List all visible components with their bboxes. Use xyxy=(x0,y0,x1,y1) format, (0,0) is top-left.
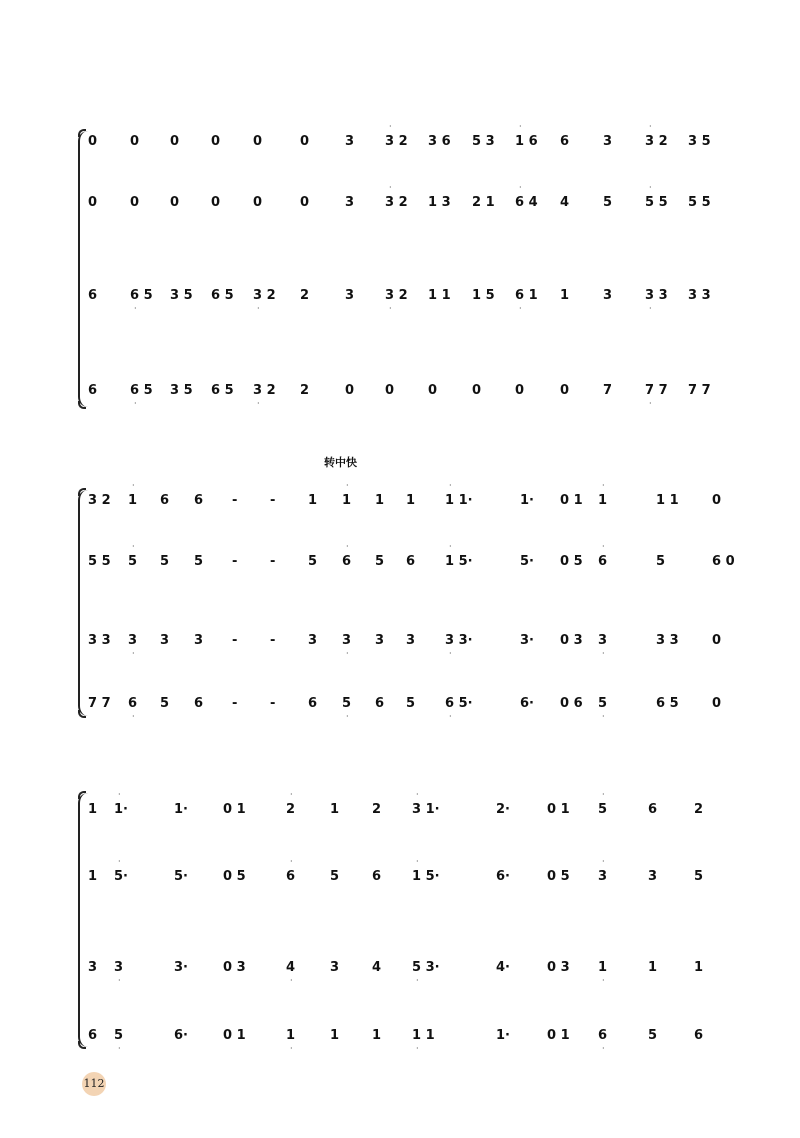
note-group: 5 xyxy=(694,869,704,884)
note-group: 0 5 xyxy=(223,869,246,884)
note-group: 6 xyxy=(342,554,352,569)
octave-dot: · xyxy=(346,542,349,551)
note-group: 5 xyxy=(114,1028,124,1043)
note-group: 1 6 xyxy=(515,134,538,149)
octave-dot: · xyxy=(132,542,135,551)
note-group: 1 xyxy=(598,960,608,975)
octave-dot: · xyxy=(132,481,135,490)
note-group: 7 7 xyxy=(88,696,111,711)
note-group: - xyxy=(270,696,276,711)
octave-dot: · xyxy=(602,976,605,985)
staff-row-4 xyxy=(0,380,800,408)
note-group: 6 xyxy=(694,1028,704,1043)
note-group: 1 5· xyxy=(445,554,473,569)
note-group: 3 3 xyxy=(645,288,668,303)
octave-dot: · xyxy=(602,649,605,658)
note-group: 3 xyxy=(194,633,204,648)
octave-dot: · xyxy=(602,857,605,866)
staff-row-1 xyxy=(0,122,800,153)
note-group: 2 xyxy=(694,802,704,817)
note-group: 0 xyxy=(88,134,98,149)
note-group: 6 5 xyxy=(130,383,153,398)
note-group: 5 xyxy=(656,554,666,569)
note-group: 3 xyxy=(342,633,352,648)
note-group: - xyxy=(270,554,276,569)
note-group: 3 xyxy=(345,195,355,210)
note-group: 0 xyxy=(712,696,722,711)
note-group: 5· xyxy=(174,869,188,884)
note-group: 3 2 xyxy=(253,383,276,398)
note-group: 5 3 xyxy=(472,134,495,149)
staff-row-1 xyxy=(0,790,800,821)
note-group: 7 7 xyxy=(645,383,668,398)
note-group: 6 5· xyxy=(445,696,473,711)
octave-dot: · xyxy=(602,542,605,551)
note-group: 0 xyxy=(515,383,525,398)
note-group: 1 xyxy=(286,1028,296,1043)
octave-dot: · xyxy=(519,183,522,192)
note-group: 3 2 xyxy=(88,493,111,508)
note-group: 4· xyxy=(496,960,510,975)
octave-dot: · xyxy=(118,857,121,866)
note-group: 0 xyxy=(211,134,221,149)
note-group: 1· xyxy=(114,802,128,817)
staff-row-2 xyxy=(0,542,800,573)
note-group: 3 xyxy=(345,134,355,149)
note-group: 0 xyxy=(712,493,722,508)
note-group: 3 xyxy=(406,633,416,648)
note-group: 6 xyxy=(88,383,98,398)
note-group: 6 5 xyxy=(130,288,153,303)
note-group: 3 xyxy=(128,633,138,648)
note-group: 2 xyxy=(300,288,310,303)
note-group: - xyxy=(232,633,238,648)
note-group: 0 xyxy=(253,195,263,210)
note-group: 1· xyxy=(496,1028,510,1043)
note-group: 3 xyxy=(330,960,340,975)
note-group: 5 xyxy=(598,802,608,817)
note-group: 1 1 xyxy=(428,288,451,303)
octave-dot: · xyxy=(132,712,135,721)
note-group: 0 xyxy=(712,633,722,648)
note-group: 6 xyxy=(128,696,138,711)
note-group: 0 xyxy=(88,195,98,210)
note-group: 5 5 xyxy=(688,195,711,210)
note-group: 3 xyxy=(648,869,658,884)
note-group: - xyxy=(232,493,238,508)
note-group: 0 1 xyxy=(560,493,583,508)
note-group: 6 xyxy=(560,134,570,149)
note-group: 3 2 xyxy=(385,288,408,303)
note-group: 3 2 xyxy=(385,195,408,210)
note-group: 6 xyxy=(598,554,608,569)
octave-dot: · xyxy=(118,790,121,799)
octave-dot: · xyxy=(649,183,652,192)
note-group: 1 xyxy=(694,960,704,975)
note-group: 2 xyxy=(372,802,382,817)
note-group: 0 xyxy=(253,134,263,149)
note-group: 5· xyxy=(520,554,534,569)
system-brace xyxy=(78,490,88,716)
note-group: 3 2 xyxy=(385,134,408,149)
note-group: 0 xyxy=(385,383,395,398)
note-group: 6 xyxy=(194,696,204,711)
note-group: 3 xyxy=(598,869,608,884)
note-group: 1 xyxy=(598,493,608,508)
octave-dot: · xyxy=(118,1044,121,1053)
note-group: 2 xyxy=(300,383,310,398)
note-group: 3 3 xyxy=(656,633,679,648)
octave-dot: · xyxy=(519,122,522,131)
octave-dot: · xyxy=(134,304,137,313)
note-group: 1 xyxy=(560,288,570,303)
octave-dot: · xyxy=(132,649,135,658)
note-group: 2 1 xyxy=(472,195,495,210)
note-group: 3 3 xyxy=(88,633,111,648)
note-group: 1 xyxy=(375,493,385,508)
note-group: 0 xyxy=(428,383,438,398)
note-group: 3 xyxy=(598,633,608,648)
note-group: 0 1 xyxy=(223,802,246,817)
note-group: 0 5 xyxy=(547,869,570,884)
octave-dot: · xyxy=(602,790,605,799)
note-group: 3 xyxy=(345,288,355,303)
octave-dot: · xyxy=(649,399,652,408)
note-group: 1 xyxy=(372,1028,382,1043)
octave-dot: · xyxy=(257,304,260,313)
note-group: - xyxy=(232,554,238,569)
staff-row-2 xyxy=(0,857,800,888)
octave-dot: · xyxy=(389,122,392,131)
note-group: 5 xyxy=(598,696,608,711)
staff-row-2 xyxy=(0,183,800,214)
note-group: 0 xyxy=(211,195,221,210)
note-group: 5 xyxy=(194,554,204,569)
octave-dot: · xyxy=(290,1044,293,1053)
note-group: 6 4 xyxy=(515,195,538,210)
note-group: 3 3 xyxy=(688,288,711,303)
note-group: 6 xyxy=(372,869,382,884)
note-group: 4 xyxy=(372,960,382,975)
note-group: 3 xyxy=(308,633,318,648)
note-group: 0 xyxy=(170,134,180,149)
note-group: 3 xyxy=(375,633,385,648)
staff-row-3 xyxy=(0,630,800,658)
octave-dot: · xyxy=(649,304,652,313)
note-group: 1 xyxy=(330,1028,340,1043)
octave-dot: · xyxy=(290,857,293,866)
note-group: 3 5 xyxy=(170,383,193,398)
note-group: 5 5 xyxy=(645,195,668,210)
octave-dot: · xyxy=(602,712,605,721)
note-group: 1 xyxy=(406,493,416,508)
system-brace xyxy=(78,793,88,1047)
note-group: 6 5 xyxy=(656,696,679,711)
note-group: 6 xyxy=(375,696,385,711)
octave-dot: · xyxy=(290,790,293,799)
note-group: 0 xyxy=(170,195,180,210)
note-group: 0 6 xyxy=(560,696,583,711)
note-group: 6 5 xyxy=(211,383,234,398)
octave-dot: · xyxy=(389,304,392,313)
note-group: 6 xyxy=(194,493,204,508)
note-group: 1· xyxy=(520,493,534,508)
note-group: 1 xyxy=(648,960,658,975)
octave-dot: · xyxy=(290,976,293,985)
note-group: 6 xyxy=(598,1028,608,1043)
note-group: 5· xyxy=(114,869,128,884)
octave-dot: · xyxy=(649,122,652,131)
note-group: - xyxy=(232,696,238,711)
note-group: 6 xyxy=(88,1028,98,1043)
note-group: 1 3 xyxy=(428,195,451,210)
note-group: 6· xyxy=(520,696,534,711)
note-group: 1 5· xyxy=(412,869,440,884)
octave-dot: · xyxy=(346,649,349,658)
note-group: 1 xyxy=(342,493,352,508)
tempo-marking: 转中快 xyxy=(324,456,357,469)
note-group: 0 xyxy=(130,195,140,210)
note-group: 3 6 xyxy=(428,134,451,149)
octave-dot: · xyxy=(134,399,137,408)
note-group: 2 xyxy=(286,802,296,817)
note-group: 3 xyxy=(603,134,613,149)
note-group: 3 5 xyxy=(688,134,711,149)
note-group: 6 0 xyxy=(712,554,735,569)
page-number: 112 xyxy=(82,1072,106,1096)
note-group: 0 xyxy=(300,134,310,149)
note-group: 6 xyxy=(648,802,658,817)
note-group: 3 xyxy=(114,960,124,975)
note-group: 0 xyxy=(345,383,355,398)
note-group: 3 2 xyxy=(645,134,668,149)
note-group: 0 xyxy=(560,383,570,398)
note-group: 6 xyxy=(88,288,98,303)
note-group: 6 xyxy=(160,493,170,508)
staff-row-1 xyxy=(0,481,800,512)
note-group: 6· xyxy=(174,1028,188,1043)
note-group: 3 xyxy=(603,288,613,303)
note-group: 7 xyxy=(603,383,613,398)
octave-dot: · xyxy=(449,712,452,721)
note-group: 5 xyxy=(603,195,613,210)
note-group: 5 xyxy=(308,554,318,569)
note-group: 5 xyxy=(342,696,352,711)
octave-dot: · xyxy=(602,481,605,490)
note-group: 6 xyxy=(406,554,416,569)
note-group: 0 3 xyxy=(223,960,246,975)
note-group: 1 1 xyxy=(656,493,679,508)
note-group: 5 3· xyxy=(412,960,440,975)
note-group: 7 7 xyxy=(688,383,711,398)
note-group: 5 5 xyxy=(88,554,111,569)
note-group: 6 xyxy=(308,696,318,711)
note-group: 4 xyxy=(286,960,296,975)
octave-dot: · xyxy=(416,1044,419,1053)
octave-dot: · xyxy=(346,481,349,490)
staff-row-3 xyxy=(0,285,800,313)
octave-dot: · xyxy=(449,481,452,490)
note-group: 1· xyxy=(174,802,188,817)
note-group: 5 xyxy=(128,554,138,569)
octave-dot: · xyxy=(416,857,419,866)
note-group: 5 xyxy=(160,554,170,569)
note-group: 1 xyxy=(330,802,340,817)
octave-dot: · xyxy=(449,649,452,658)
note-group: 0 1 xyxy=(547,802,570,817)
note-group: 1 5 xyxy=(472,288,495,303)
note-group: 0 1 xyxy=(223,1028,246,1043)
note-group: 5 xyxy=(330,869,340,884)
note-group: 6· xyxy=(496,869,510,884)
staff-row-4 xyxy=(0,693,800,721)
note-group: 0 3 xyxy=(547,960,570,975)
note-group: 0 xyxy=(300,195,310,210)
note-group: 3· xyxy=(174,960,188,975)
note-group: - xyxy=(270,493,276,508)
note-group: 6 xyxy=(286,869,296,884)
note-group: 1 1 xyxy=(412,1028,435,1043)
note-group: 0 xyxy=(472,383,482,398)
octave-dot: · xyxy=(257,399,260,408)
note-group: 1 xyxy=(88,802,98,817)
note-group: 0 xyxy=(130,134,140,149)
note-group: 3 1· xyxy=(412,802,440,817)
staff-row-3 xyxy=(0,957,800,985)
staff-row-4 xyxy=(0,1025,800,1053)
note-group: 0 5 xyxy=(560,554,583,569)
note-group: 5 xyxy=(406,696,416,711)
note-group: 3 5 xyxy=(170,288,193,303)
octave-dot: · xyxy=(449,542,452,551)
note-group: 1 1· xyxy=(445,493,473,508)
note-group: 0 1 xyxy=(547,1028,570,1043)
note-group: 5 xyxy=(648,1028,658,1043)
note-group: 3 2 xyxy=(253,288,276,303)
note-group: 4 xyxy=(560,195,570,210)
note-group: - xyxy=(270,633,276,648)
octave-dot: · xyxy=(118,976,121,985)
note-group: 3· xyxy=(520,633,534,648)
octave-dot: · xyxy=(346,712,349,721)
note-group: 2· xyxy=(496,802,510,817)
octave-dot: · xyxy=(416,976,419,985)
note-group: 3 3· xyxy=(445,633,473,648)
note-group: 0 3 xyxy=(560,633,583,648)
note-group: 1 xyxy=(88,869,98,884)
note-group: 6 1 xyxy=(515,288,538,303)
system-brace xyxy=(78,131,88,407)
octave-dot: · xyxy=(389,183,392,192)
note-group: 3 xyxy=(88,960,98,975)
note-group: 3 xyxy=(160,633,170,648)
octave-dot: · xyxy=(519,304,522,313)
octave-dot: · xyxy=(416,790,419,799)
note-group: 5 xyxy=(160,696,170,711)
octave-dot: · xyxy=(602,1044,605,1053)
note-group: 5 xyxy=(375,554,385,569)
note-group: 1 xyxy=(128,493,138,508)
note-group: 6 5 xyxy=(211,288,234,303)
note-group: 1 xyxy=(308,493,318,508)
